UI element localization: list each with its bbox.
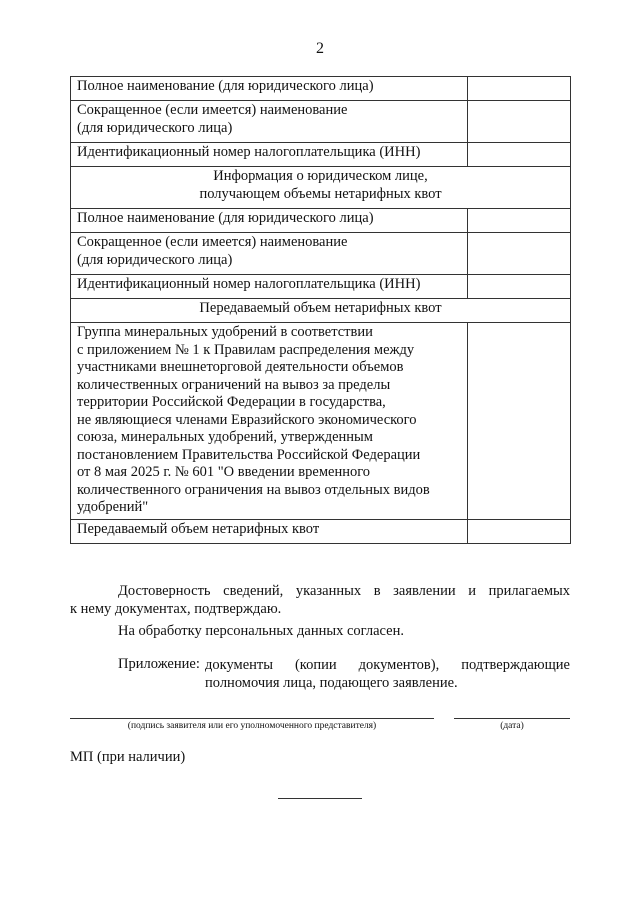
table-row <box>71 519 571 543</box>
field-label: Идентификационный номер налогоплательщика (ИНН) <box>71 143 468 167</box>
field-value-cell[interactable] <box>468 143 571 167</box>
field-label: Группа минеральных удобрений в соответствии с приложением № 1 к Правилам распределения между участниками внешнеторговой деятельности объемов количественных ограничений на вывоз за пределы территории Российской Федерации в государства, не являющиеся членами Евразийского экономического союза, минеральных удобрений, утвержденным постановлением Правительства Российской Федерации от 8 мая 2025 г. № 601 "О введении временного количественного ограничения на вывоз отдельных видов удобрений" <box>71 323 468 520</box>
table-section-header <box>71 299 571 323</box>
table-row <box>71 101 571 143</box>
attachment-line-2: полномочия лица, подающего заявление. <box>205 675 458 691</box>
table-row <box>71 233 571 275</box>
table-row <box>71 77 571 101</box>
field-value-cell[interactable] <box>468 275 571 299</box>
stamp-label: МП (при наличии) <box>70 749 186 765</box>
field-label: Сокращенное (если имеется) наименование (для юридического лица) <box>71 233 468 275</box>
signature-line <box>70 718 434 719</box>
section-header-label: Передаваемый объем нетарифных квот <box>71 299 571 323</box>
field-label: Полное наименование (для юридического лица) <box>71 77 468 101</box>
page-end-rule <box>278 798 362 799</box>
field-label: Идентификационный номер налогоплательщика (ИНН) <box>71 275 468 299</box>
signature-caption: (подпись заявителя или его уполномоченного представителя) <box>127 721 377 731</box>
field-label: Передаваемый объем нетарифных квот <box>71 519 468 543</box>
field-label: Сокращенное (если имеется) наименование (для юридического лица) <box>71 101 468 143</box>
transfer-form-table <box>70 76 571 544</box>
table-section-header <box>71 167 571 209</box>
consent-text: На обработку персональных данных согласен. <box>118 623 404 639</box>
table-row <box>71 143 571 167</box>
field-value-cell[interactable] <box>468 323 571 520</box>
table-row <box>71 209 571 233</box>
attachment-label: Приложение: <box>118 656 200 672</box>
field-value-cell[interactable] <box>468 209 571 233</box>
field-value-cell[interactable] <box>468 233 571 275</box>
table-row <box>71 275 571 299</box>
statement-line-1: Достоверность сведений, указанных в заявлении и прилагаемых <box>118 583 570 599</box>
date-line <box>454 718 570 719</box>
field-value-cell[interactable] <box>468 519 571 543</box>
page-number: 2 <box>316 40 324 57</box>
field-label: Полное наименование (для юридического лица) <box>71 209 468 233</box>
date-caption: (дата) <box>500 721 524 731</box>
attachment-line-1: документы (копии документов), подтверждающие <box>205 657 570 673</box>
section-header-label: Информация о юридическом лице, получающем объемы нетарифных квот <box>71 167 571 209</box>
field-value-cell[interactable] <box>468 77 571 101</box>
field-value-cell[interactable] <box>468 101 571 143</box>
statement-line-2: к нему документах, подтверждаю. <box>70 601 282 617</box>
table-row <box>71 323 571 520</box>
